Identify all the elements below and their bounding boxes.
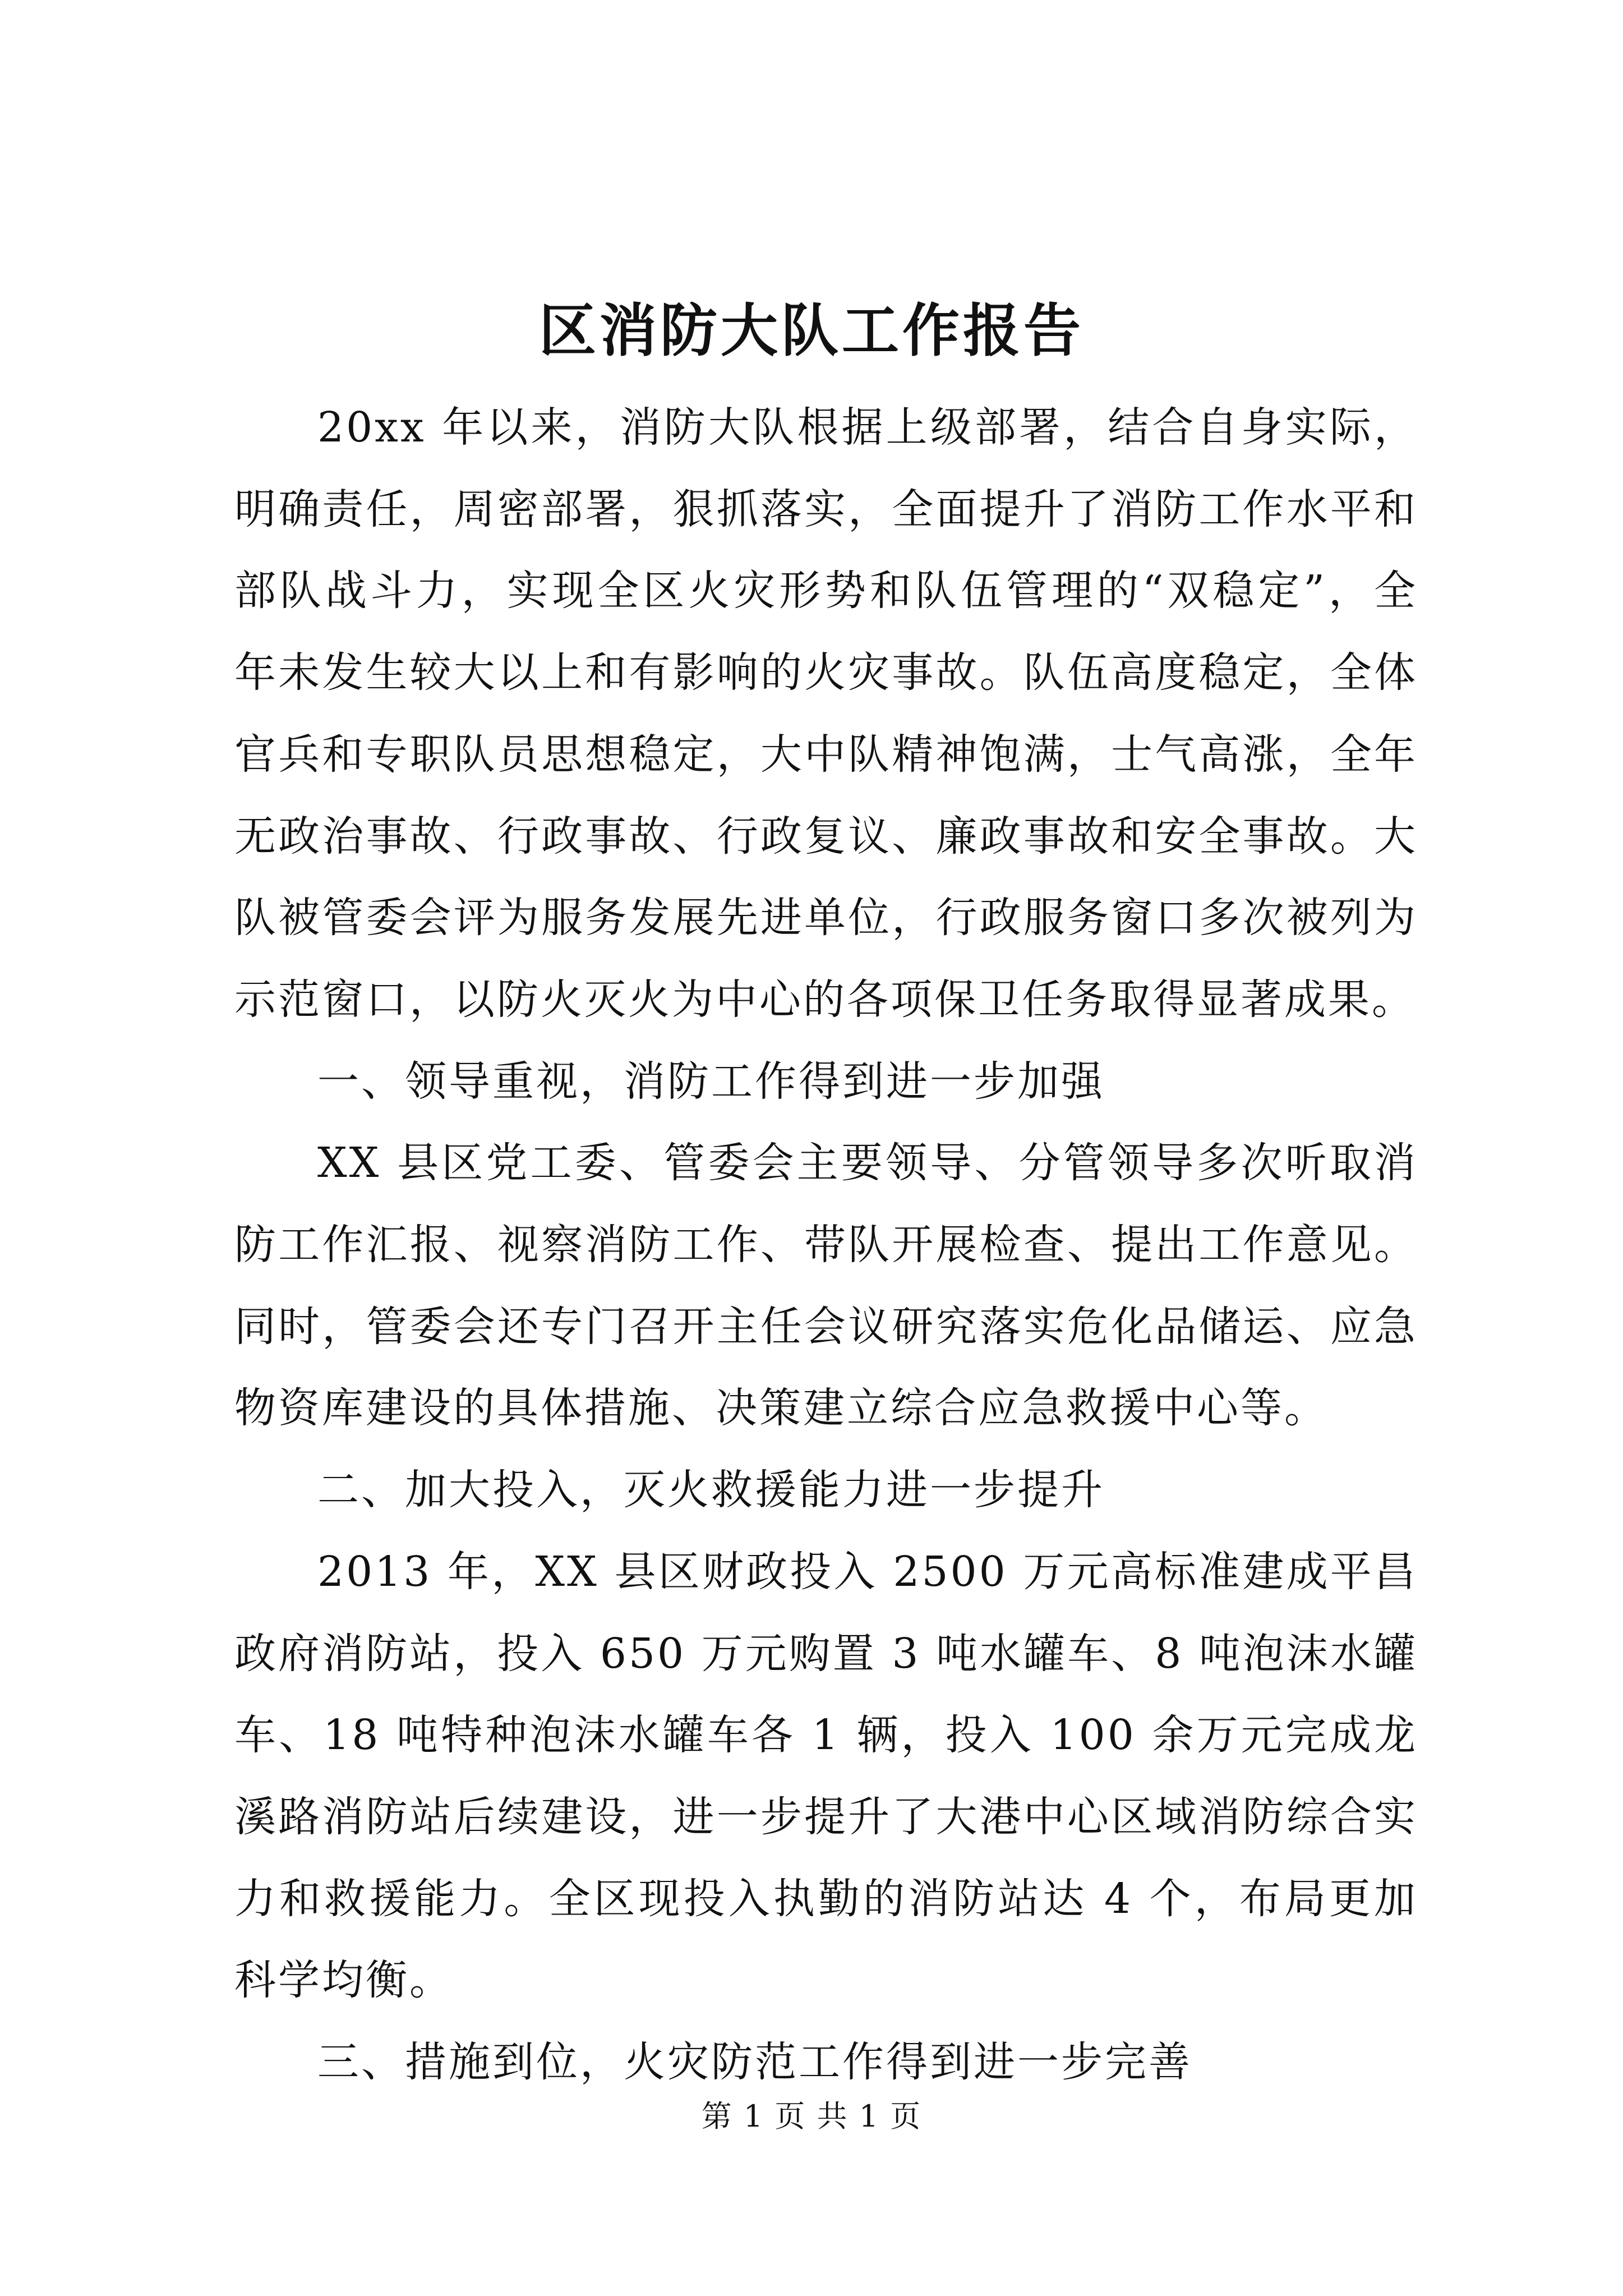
document-title: 区消防大队工作报告 [539,297,1084,365]
section-heading-3: 三、措施到位，火灾防范工作得到进一步完善 [317,2038,1192,2087]
page-footer: 第 1 页 共 1 页 [701,2099,922,2134]
document-body [234,387,1418,2104]
intro-paragraph: 20xx 年以来，消防大队根据上级部署，结合自身实际，明确责任，周密部署，狠抓落实，全面提升了消防工作水平和部队战斗力，实现全区火灾形势和队伍管理的“双稳定”，全年未发生较大以上和有影响的火灾事故。队伍高度稳定，全体官兵和专职队员思想稳定，大中队精神饱满，士气高涨，全年无政治事故、行政事故、行政复议、廉政事故和安全事故。大队被管委会评为服务发展先进单位，行政服务窗口多次被列为示范窗口，以防火灭火为中心的各项保卫任务取得显著成果。 [234,403,1418,1024]
section-1-paragraph: XX 县区党工委、管委会主要领导、分管领导多次听取消防工作汇报、视察消防工作、带队开展检查、提出工作意见。同时，管委会还专门召开主任会议研究落实危化品储运、应急物资库建设的具体措施、决策建立综合应急救援中心等。 [234,1139,1418,1433]
section-heading-2: 二、加大投入，灭火救援能力进一步提升 [317,1466,1105,1515]
section-2-paragraph: 2013 年，XX 县区财政投入 2500 万元高标准建成平昌政府消防站，投入 650 万元购置 3 吨水罐车、8 吨泡沫水罐车、18 吨特种泡沫水罐车各 1 辆，投入 100 余万元完成龙溪路消防站后续建设，进一步提升了大港中心区域消防综合实力和救援能力。全区现投入执勤的消防站达 4 个，布局更加科学均衡。 [234,1547,1418,2005]
section-heading-1: 一、领导重视，消防工作得到进一步加强 [317,1057,1105,1106]
